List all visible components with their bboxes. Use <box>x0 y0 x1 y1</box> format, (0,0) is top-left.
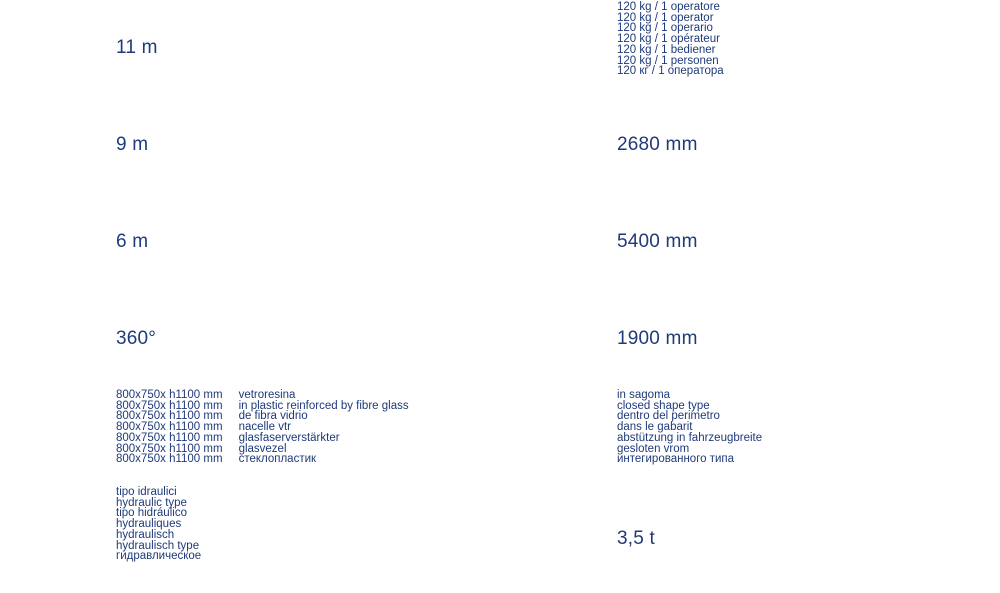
vehicle-width-text: 1900 mm <box>617 327 698 349</box>
load-line: 120 kg / 1 operatore <box>617 1 720 13</box>
stabilizer-line: closed shape type <box>617 399 710 412</box>
load-line: 120 kg / 1 bediener <box>617 43 716 56</box>
outriggers-line: гидравлическое <box>116 550 202 563</box>
vehicle-length-value <box>609 194 1000 289</box>
working-height-text: 9 m <box>116 133 149 155</box>
basket-dimension: 800x750x h1100 mm <box>116 442 223 455</box>
working-height-icon <box>0 97 108 192</box>
stabilizer-value <box>609 388 1000 483</box>
vehicle-weight-value <box>609 485 1000 593</box>
rotation-text: 360° <box>116 327 157 349</box>
stabilizer-line: dans le gabarit <box>617 421 693 434</box>
load-capacity-value <box>609 0 1000 95</box>
basket-dimension: 800x750x h1100 mm <box>116 421 223 434</box>
load-line: 120 kg / 1 personen <box>617 54 719 67</box>
stabilizer-line: dentro del perimetro <box>617 410 720 423</box>
basket-material: nacelle vtr <box>238 421 291 434</box>
outriggers-line: hydraulisch <box>116 528 175 541</box>
basket-dimension: 800x750x h1100 mm <box>116 431 223 444</box>
stabilizer-line: интегированного типа <box>617 453 735 466</box>
basket-dimension: 800x750x h1100 mm <box>116 410 223 423</box>
basket-material: стеклопластик <box>238 453 317 466</box>
svg-text:Kg: Kg <box>524 562 548 582</box>
basket-dimension: 800x750x h1100 mm <box>116 453 223 466</box>
stabilizer-line: in sagoma <box>617 389 671 401</box>
basket-value <box>108 388 501 483</box>
load-line: 120 kg / 1 opérateur <box>617 33 720 46</box>
outriggers-line: tipo idraulici <box>116 486 177 498</box>
vehicle-width-icon <box>507 291 609 386</box>
vehicle-height-text: 2680 mm <box>617 133 698 155</box>
basket-dimension: 800x750x h1100 mm <box>116 389 223 401</box>
platform-height-text: 11 m <box>116 36 158 58</box>
platform-height-value <box>108 0 501 95</box>
stabilizer-icon <box>507 388 609 483</box>
vehicle-height-value <box>609 97 1000 192</box>
vehicle-width-value <box>609 291 1000 386</box>
outriggers-line: hydrauliques <box>116 518 182 531</box>
two-operators-load-icon <box>507 0 609 95</box>
load-line: 120 kg / 1 operator <box>617 11 714 24</box>
basket-icon <box>0 388 108 483</box>
hydraulic-outriggers-icon <box>0 485 108 593</box>
basket-material: glasfaserverstärkter <box>238 431 340 444</box>
vehicle-length-icon <box>507 194 609 289</box>
outriggers-line: tipo hidráulico <box>116 507 187 520</box>
vehicle-weight-text: 3,5 t <box>617 528 655 549</box>
outriggers-value <box>108 485 501 593</box>
basket-material: de fibra vidrio <box>238 410 308 423</box>
vehicle-length-text: 5400 mm <box>617 230 698 252</box>
platform-height-icon <box>0 0 108 95</box>
working-height-value <box>108 97 501 192</box>
svg-text:Kg: Kg <box>538 69 562 90</box>
rotation-value <box>108 291 501 386</box>
outriggers-line: hydraulic type <box>116 496 187 509</box>
outreach-icon <box>0 194 108 289</box>
load-line: 120 кг / 1 оператора <box>617 65 724 78</box>
outriggers-line: hydraulisch type <box>116 539 200 552</box>
vehicle-height-icon <box>507 97 609 192</box>
stabilizer-line: gesloten vrom <box>617 442 690 455</box>
load-line: 120 kg / 1 operario <box>617 22 713 35</box>
basket-material: glasvezel <box>238 442 287 455</box>
basket-dimension: 800x750x h1100 mm <box>116 399 223 412</box>
basket-material: in plastic reinforced by fibre glass <box>238 399 409 412</box>
basket-material: vetroresina <box>238 389 296 401</box>
outreach-text: 6 m <box>116 230 149 252</box>
rotation-icon <box>0 291 108 386</box>
vehicle-weight-icon <box>507 485 609 593</box>
outreach-value <box>108 194 501 289</box>
stabilizer-line: abstützung in fahrzeugbreite <box>617 431 763 444</box>
